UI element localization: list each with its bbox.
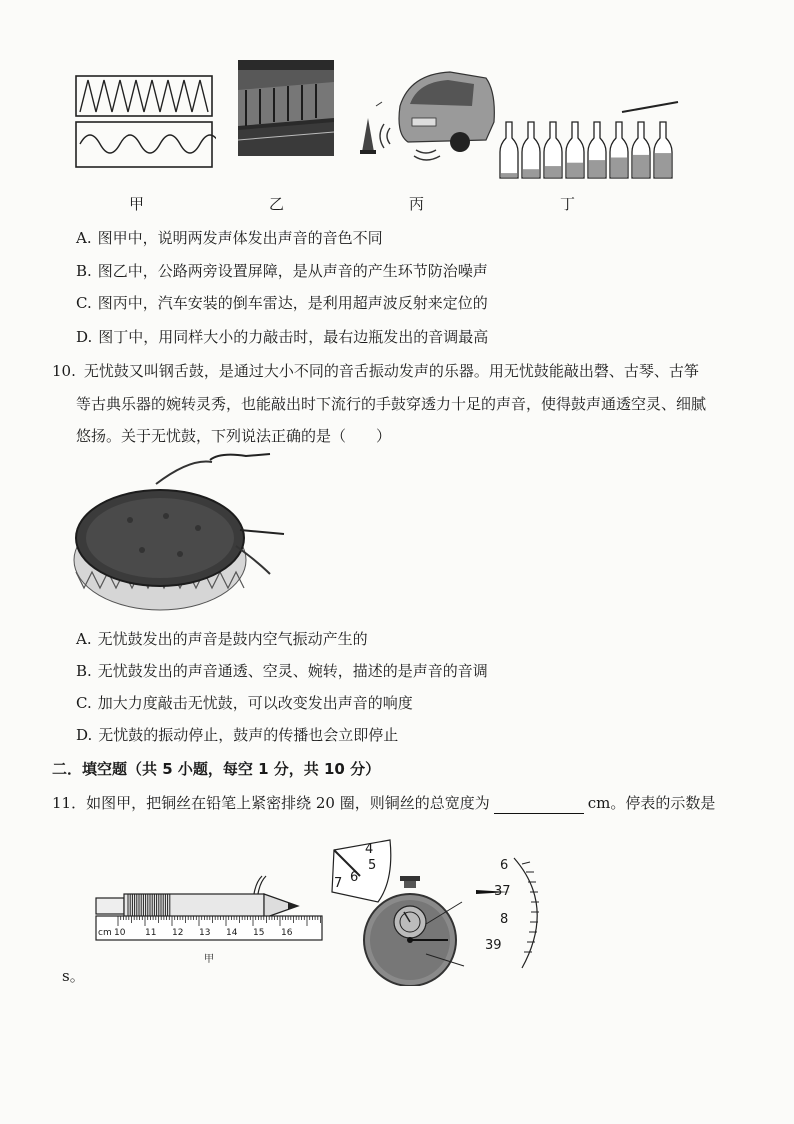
q9-option-c — [76, 292, 488, 314]
question-text-after: cm。停表的示数是 — [587, 794, 716, 812]
q10-option-d — [76, 724, 398, 746]
bottle — [500, 122, 518, 178]
q11-stem — [52, 792, 715, 814]
bottle — [566, 122, 584, 178]
ruler-unit-label: cm — [98, 928, 112, 938]
figure-yi-road-barrier-photo — [238, 60, 334, 156]
q10-stem-line-1 — [52, 360, 699, 382]
question-number: 10. — [52, 362, 76, 380]
option-text: 无忧鼓发出的声音是鼓内空气振动产生的 — [97, 630, 368, 648]
figure-caption-jia: 甲 — [129, 195, 145, 213]
second-scale-label: 39 — [485, 938, 502, 953]
minute-scale-label: 7 — [334, 876, 343, 891]
minute-scale-label: 6 — [350, 870, 359, 885]
ruler-tick-label: 10 — [114, 928, 126, 938]
bottle — [632, 122, 650, 178]
question-number: 11． — [52, 794, 87, 812]
figure-jia-waveforms — [74, 74, 216, 172]
option-text: 图甲中，说明两发声体发出声音的音色不同 — [97, 229, 383, 247]
option-text: 图乙中，公路两旁设置屏障，是从声音的产生环节防治噪声 — [97, 262, 488, 280]
option-text: 加大力度敲击无忧鼓，可以改变发出声音的响度 — [97, 694, 413, 712]
second-scale-label: 6 — [500, 858, 509, 873]
bottle — [610, 122, 628, 178]
figure-caption-ding: 丁 — [560, 195, 576, 213]
option-letter: D. — [76, 328, 93, 346]
figure-bing-car-reversing-radar — [354, 66, 500, 166]
q10-option-b — [76, 660, 488, 682]
figure-stopwatch — [324, 836, 560, 986]
q9-option-b — [76, 260, 488, 282]
ruler-tick-label: 16 — [281, 928, 293, 938]
option-letter: A. — [76, 630, 92, 648]
ruler-tick-label: 14 — [226, 928, 238, 938]
option-text: 无忧鼓的振动停止，鼓声的传播也会立即停止 — [98, 726, 399, 744]
q10-option-c — [76, 692, 413, 714]
ruler-figure-caption: 甲 — [204, 954, 214, 965]
answer-blank-width[interactable] — [494, 798, 584, 814]
option-letter: C. — [76, 694, 92, 712]
option-letter: B. — [76, 662, 92, 680]
question-text: 无忧鼓又叫钢舌鼓，是通过大小不同的音舌振动发声的乐器。用无忧鼓能敲出磬、古琴、古筝 — [83, 362, 699, 380]
q10-stem-line-3: 悠扬。关于无忧鼓，下列说法正确的是（ ） — [76, 427, 392, 445]
second-scale-label: 8 — [500, 912, 509, 927]
option-text: 图丁中，用同样大小的力敲击时，最右边瓶发出的音调最高 — [98, 328, 489, 346]
figure-ding-water-bottles — [496, 98, 682, 180]
section-title: 二．填空题（共 5 小题，每空 1 分，共 10 分） — [52, 760, 381, 778]
question-text: 如图甲，把铜丝在铅笔上紧密排绕 20 圈，则铜丝的总宽度为 — [86, 794, 490, 812]
option-text: 无忧鼓发出的声音通透、空灵、婉转，描述的是声音的音调 — [97, 662, 488, 680]
figure-caption-yi: 乙 — [269, 195, 285, 213]
ruler-tick-label: 11 — [145, 928, 157, 938]
minute-scale-label: 4 — [365, 842, 374, 857]
q9-option-d — [76, 326, 488, 348]
ruler-tick-label: 13 — [199, 928, 211, 938]
option-letter: B. — [76, 262, 92, 280]
option-letter: A. — [76, 229, 92, 247]
q11-ending: s。 — [62, 967, 85, 985]
q10-option-a — [76, 628, 368, 650]
q10-stem-line-2: 等古典乐器的婉转灵秀，也能敲出时下流行的手鼓穿透力十足的声音，使得鼓声通透空灵、细腻 — [76, 395, 707, 413]
minute-scale-label: 5 — [368, 858, 377, 873]
figure-pencil-copper-wire-ruler — [92, 870, 328, 962]
option-letter: D. — [76, 726, 93, 744]
q9-option-a — [76, 227, 383, 249]
figure-steel-tongue-drum-photo — [70, 450, 290, 620]
option-letter: C. — [76, 294, 92, 312]
option-text: 图丙中，汽车安装的倒车雷达，是利用超声波反射来定位的 — [97, 294, 488, 312]
figure-caption-bing: 丙 — [409, 195, 425, 213]
bottle — [522, 122, 540, 178]
ruler-tick-label: 15 — [253, 928, 265, 938]
bottle — [544, 122, 562, 178]
second-scale-label: 37 — [494, 884, 511, 899]
ruler-tick-label: 12 — [172, 928, 184, 938]
bottle — [588, 122, 606, 178]
bottle — [654, 122, 672, 178]
